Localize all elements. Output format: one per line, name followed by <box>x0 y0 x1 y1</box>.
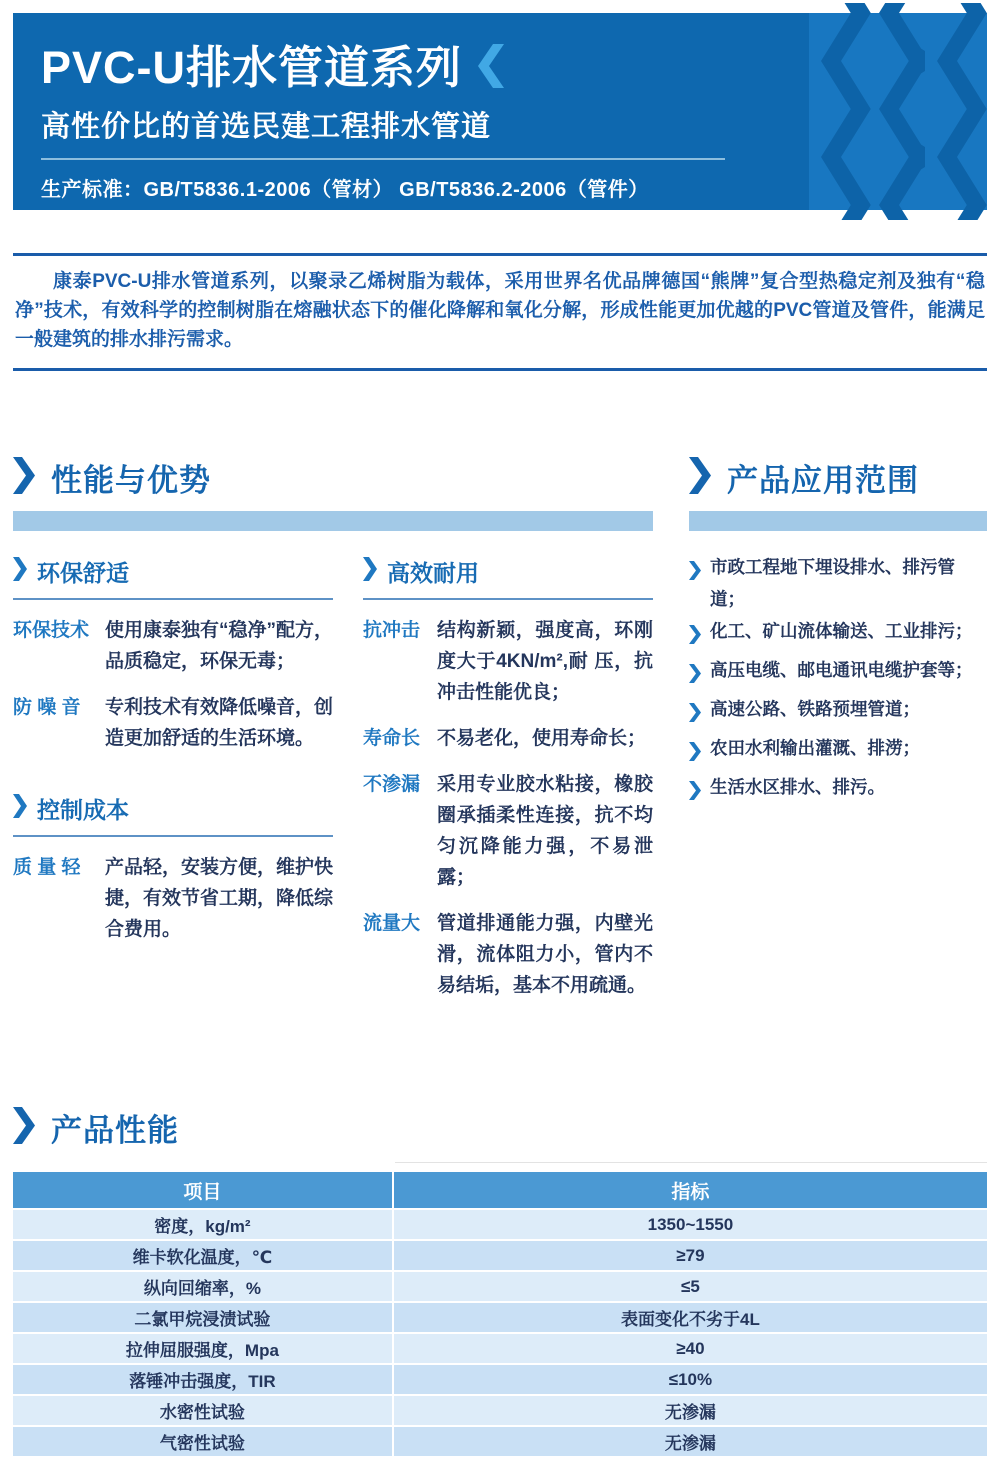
list-item: 高速公路、铁路预埋管道； <box>689 693 987 732</box>
table-row: 落锤冲击强度，TIR ≤10% <box>13 1364 987 1395</box>
page-title: PVC-U排水管道系列 <box>41 42 463 93</box>
feature-text: 采用专业胶水粘接，橡胶圈承插柔性连接，抗不均匀沉降能力强，不易泄露； <box>437 774 653 888</box>
feature-text: 使用康泰独有“稳净”配方，品质稳定，环保无毒； <box>105 620 334 672</box>
feature-item <box>13 852 333 945</box>
bullet-chevron-icon <box>689 558 701 590</box>
feature-item <box>13 692 333 754</box>
applications-section <box>689 455 987 1001</box>
subsection-chevron-icon <box>13 794 27 823</box>
feature-text: 结构新颖，强度高，环刚度大于4KN/m²,耐 压，抗冲击性能优良； <box>437 620 653 703</box>
performance-table <box>13 1172 987 1458</box>
table-row: 拉伸屈服强度，Mpa ≥40 <box>13 1333 987 1364</box>
section-chevron-icon <box>689 457 711 499</box>
feature-label: 防 噪 音 <box>13 697 81 718</box>
applications-list <box>689 551 987 810</box>
intro-paragraph: 康泰PVC-U排水管道系列，以聚录乙烯树脂为载体，采用世界名优品牌德国“熊牌”复合型热稳定剂及独有“稳净”技术，有效科学的控制树脂在熔融状态下的催化降解和氧化分解，形成性能更加优越的PVC管道及管件，能满足一般建筑的排水排污需求。 <box>15 271 985 350</box>
section-chevron-icon <box>13 457 35 499</box>
performance-title: 产品性能 <box>51 1113 179 1148</box>
table-row: 纵向回缩率，% ≤5 <box>13 1271 987 1302</box>
subsection-eco: 环保舒适 <box>13 555 333 600</box>
list-item: 高压电缆、邮电通讯电缆护套等； <box>689 654 987 693</box>
subsection-durable: 高效耐用 <box>363 555 653 600</box>
performance-section <box>13 1105 987 1458</box>
feature-text: 不易老化，使用寿命长； <box>437 728 647 749</box>
feature-item <box>13 615 333 677</box>
advantages-title: 性能与优势 <box>51 463 211 498</box>
feature-text: 专利技术有效降低噪音，创造更加舒适的生活环境。 <box>105 697 334 749</box>
feature-label: 流量大 <box>363 913 421 934</box>
header-banner <box>13 13 987 210</box>
left-chevron-icon <box>478 44 504 88</box>
bullet-chevron-icon <box>689 700 701 732</box>
bullet-chevron-icon <box>689 661 701 693</box>
page <box>0 13 1000 1453</box>
feature-label: 抗冲击 <box>363 620 421 641</box>
feature-item <box>363 908 653 1001</box>
feature-item <box>363 615 653 708</box>
subsection-cost: 控制成本 <box>13 792 333 837</box>
feature-label: 环保技术 <box>13 620 90 641</box>
feature-label: 寿命长 <box>363 728 421 749</box>
feature-label: 不渗漏 <box>363 774 421 795</box>
list-item: 生活水区排水、排污。 <box>689 771 987 810</box>
table-header-row <box>13 1172 987 1209</box>
table-row: 维卡软化温度，℃ ≥79 <box>13 1240 987 1271</box>
column-header: 指标 <box>393 1172 987 1209</box>
applications-title: 产品应用范围 <box>727 463 919 498</box>
table-row: 气密性试验 无渗漏 <box>13 1426 987 1457</box>
table-row: 二氯甲烷浸渍试验 表面变化不劣于4L <box>13 1302 987 1333</box>
subsection-chevron-icon <box>13 557 27 586</box>
banner-divider <box>41 158 725 160</box>
page-subtitle: 高性价比的首选民建工程排水管道 <box>41 111 492 143</box>
bullet-chevron-icon <box>689 778 701 810</box>
advantages-section <box>13 455 653 1001</box>
list-item: 农田水利输出灌溉、排涝； <box>689 732 987 771</box>
advantages-bar <box>13 511 653 531</box>
section-chevron-icon <box>13 1107 35 1149</box>
feature-item <box>363 769 653 893</box>
feature-text: 产品轻，安装方便，维护快捷，有效节省工期，降低综合费用。 <box>105 857 334 940</box>
feature-label: 质 量 轻 <box>13 857 81 878</box>
applications-bar <box>689 511 987 531</box>
intro-block <box>13 253 987 371</box>
feature-text: 管道排通能力强，内壁光滑，流体阻力小，管内不易结垢，基本不用疏通。 <box>437 913 653 996</box>
list-item: 化工、矿山流体输送、工业排污； <box>689 615 987 654</box>
subsection-chevron-icon <box>363 557 377 586</box>
column-header: 项目 <box>13 1172 393 1209</box>
feature-item <box>363 723 653 754</box>
bullet-chevron-icon <box>689 739 701 771</box>
bullet-chevron-icon <box>689 622 701 654</box>
table-row: 水密性试验 无渗漏 <box>13 1395 987 1426</box>
production-standard: 生产标准：GB/T5836.1-2006（管材） GB/T5836.2-2006（管件） <box>41 179 649 201</box>
performance-divider <box>395 1162 987 1163</box>
table-row: 密度，kg/m² 1350~1550 <box>13 1209 987 1240</box>
list-item: 市政工程地下埋设排水、排污管道； <box>689 551 987 615</box>
